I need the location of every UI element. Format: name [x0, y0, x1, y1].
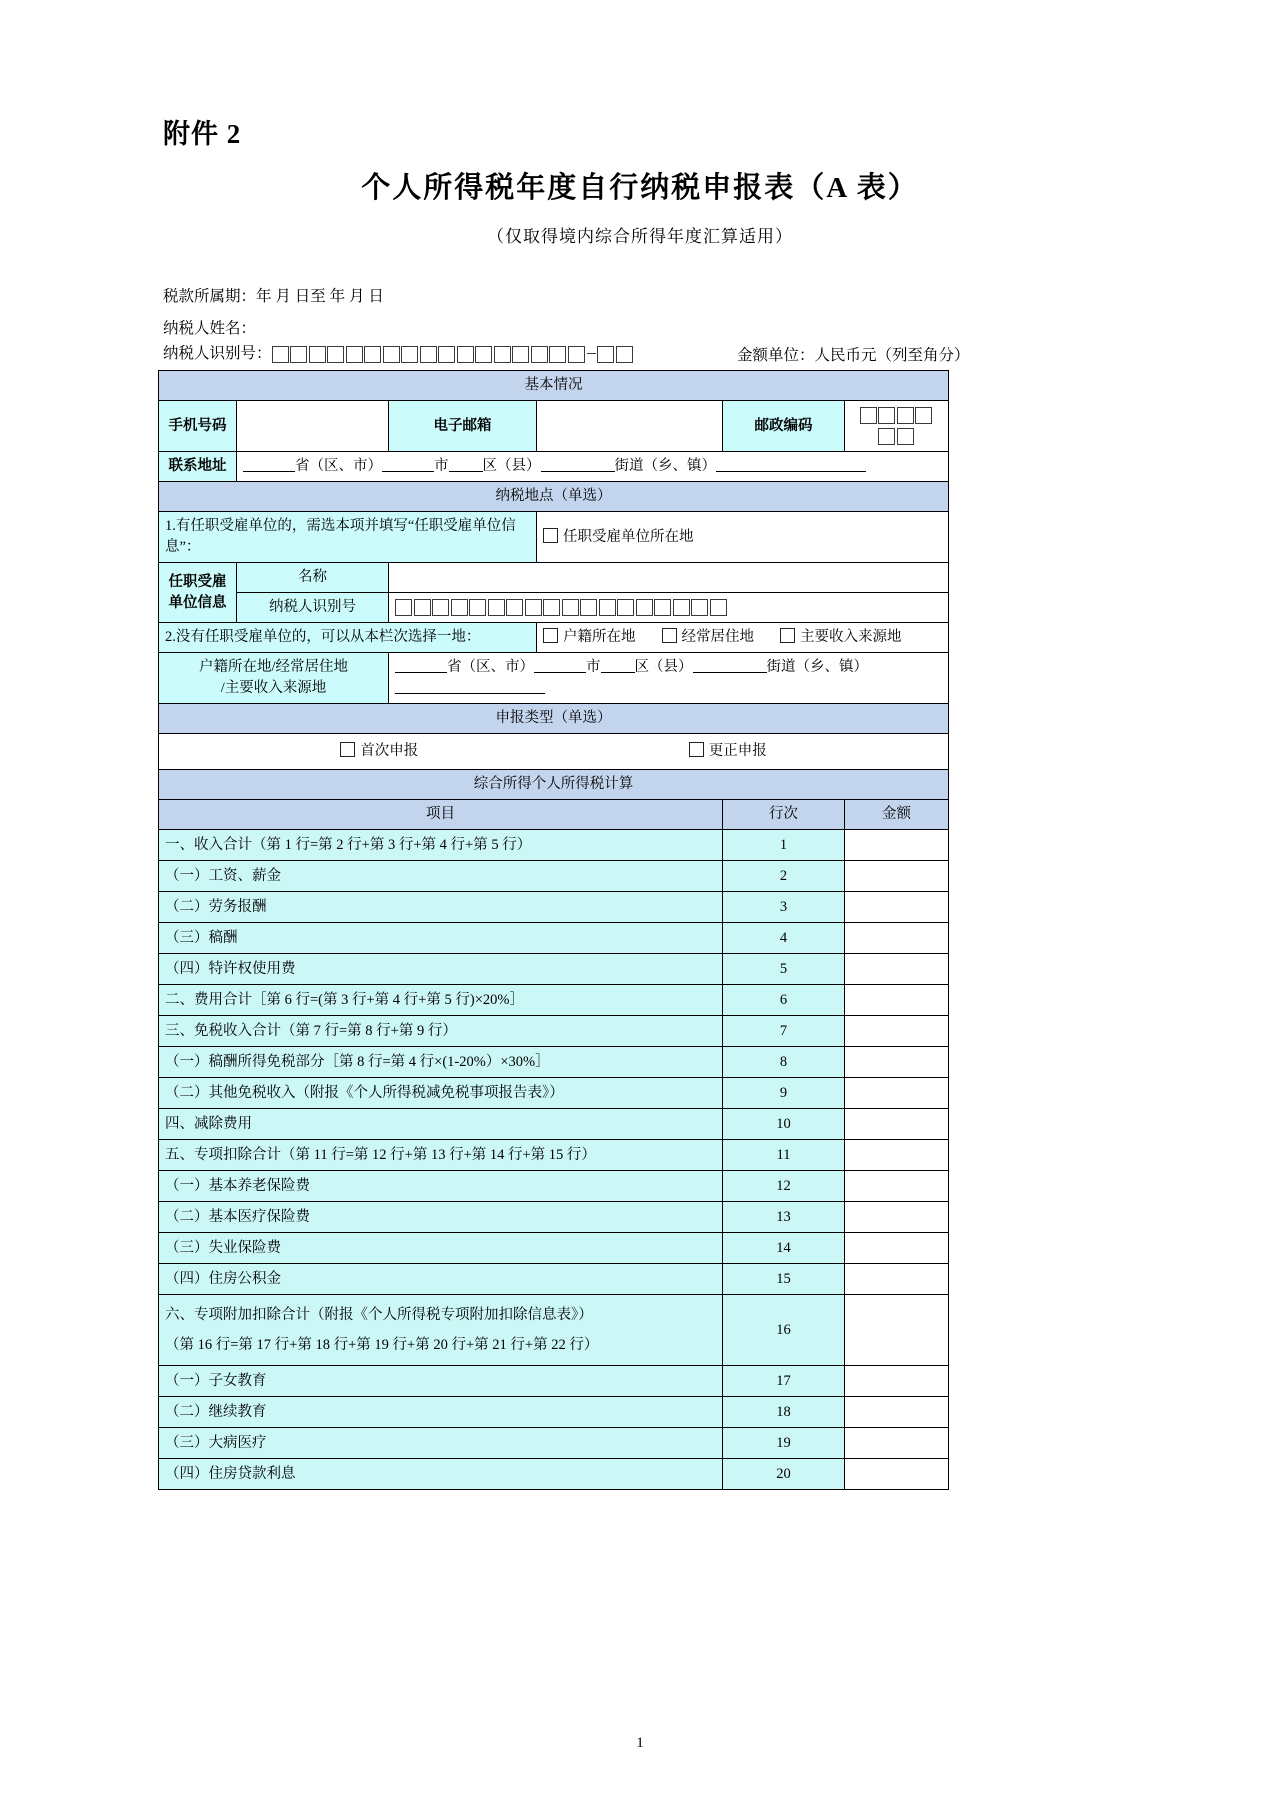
char-box[interactable] [438, 346, 455, 363]
char-box[interactable] [617, 599, 634, 616]
char-box[interactable] [414, 599, 431, 616]
table-row [159, 1202, 949, 1233]
char-box[interactable] [568, 346, 585, 363]
char-box[interactable] [549, 346, 566, 363]
row-item-label: （四）住房贷款利息 [159, 1459, 723, 1490]
table-row [159, 861, 949, 892]
address-label: 联系地址 [159, 452, 237, 482]
row-item-label [159, 1295, 723, 1366]
char-box[interactable] [616, 346, 633, 363]
row-item-label: （二）继续教育 [159, 1397, 723, 1428]
address-part-district: 区（县） [482, 458, 541, 475]
page-number: 1 [636, 1735, 644, 1751]
row-item-label: （一）子女教育 [159, 1366, 723, 1397]
row-amount-input[interactable] [845, 1233, 949, 1264]
char-box[interactable] [364, 346, 381, 363]
row-amount-input[interactable] [845, 1459, 949, 1490]
char-box[interactable] [420, 346, 437, 363]
char-box[interactable] [395, 599, 412, 616]
postal-code-boxes[interactable] [851, 405, 942, 447]
phone-input[interactable] [237, 401, 389, 452]
row-line-number: 18 [723, 1397, 845, 1428]
postal-code-boxes-cell[interactable] [845, 401, 949, 452]
row-amount-input[interactable] [845, 861, 949, 892]
char-box[interactable] [562, 599, 579, 616]
address-city-blank[interactable] [382, 457, 434, 472]
address-province-blank[interactable] [243, 457, 295, 472]
row-amount-input[interactable] [845, 1366, 949, 1397]
employer-name-input[interactable] [389, 563, 949, 593]
checkbox-household-registration-icon[interactable] [543, 628, 558, 643]
residence-label [159, 653, 389, 704]
residence-province-blank[interactable] [395, 658, 447, 673]
row-item-label: 二、费用合计［第 6 行=(第 3 行+第 4 行+第 5 行)×20%］ [159, 985, 723, 1016]
row-amount-input[interactable] [845, 985, 949, 1016]
employer-info-label-line2: 单位信息 [168, 594, 227, 611]
char-box[interactable] [457, 346, 474, 363]
declaration-type-options-row [159, 734, 949, 770]
row-amount-input[interactable] [845, 1140, 949, 1171]
row-line-number: 19 [723, 1428, 845, 1459]
residence-detail-blank[interactable] [395, 679, 545, 694]
table-row [159, 1171, 949, 1202]
char-box[interactable] [512, 346, 529, 363]
employer-name-row [159, 563, 949, 593]
page-subtitle: （仅取得境内综合所得年度汇算适用） [487, 227, 793, 246]
taxplace-option2-choices-cell[interactable] [537, 623, 949, 653]
employer-id-label: 纳税人识别号 [237, 593, 389, 623]
row-line-number: 7 [723, 1016, 845, 1047]
dash-separator [587, 353, 596, 354]
address-part-street: 街道（乡、镇） [614, 458, 716, 475]
char-box[interactable] [636, 599, 653, 616]
checkbox-amended-declaration-icon[interactable] [689, 742, 704, 757]
option-first-declaration-label: 首次申报 [360, 743, 419, 760]
address-part-city: 市 [434, 458, 449, 475]
option-first-declaration[interactable] [340, 741, 418, 762]
employer-id-boxes[interactable] [395, 597, 728, 618]
option-household-registration-label: 户籍所在地 [563, 629, 636, 646]
page-title: 个人所得税年度自行纳税申报表（A 表） [361, 172, 919, 204]
table-row [159, 1109, 949, 1140]
row-amount-input[interactable] [845, 1264, 949, 1295]
row-amount-input[interactable] [845, 1109, 949, 1140]
char-box[interactable] [346, 346, 363, 363]
address-detail-blank[interactable] [716, 457, 866, 472]
checkbox-employer-location-icon[interactable] [543, 528, 558, 543]
row-item-label: （二）基本医疗保险费 [159, 1202, 723, 1233]
char-box[interactable] [531, 346, 548, 363]
row-line-number: 14 [723, 1233, 845, 1264]
row-line-number: 4 [723, 923, 845, 954]
taxpayer-name-line [163, 316, 256, 338]
row-line-number: 17 [723, 1366, 845, 1397]
row-item-label: （三）失业保险费 [159, 1233, 723, 1264]
row-amount-input[interactable] [845, 1202, 949, 1233]
char-box[interactable] [383, 346, 400, 363]
table-row [159, 1397, 949, 1428]
address-street-blank[interactable] [541, 457, 615, 472]
row-item-line: 六、专项附加扣除合计（附报《个人所得税专项附加扣除信息表》） [165, 1306, 593, 1323]
char-box[interactable] [691, 599, 708, 616]
row-line-number: 8 [723, 1047, 845, 1078]
char-box[interactable] [272, 346, 289, 363]
tax-period-label: 税款所属期： [163, 288, 257, 305]
table-row [159, 1459, 949, 1490]
char-box[interactable] [469, 599, 486, 616]
taxplace-option2-text: 2.没有任职受雇单位的，可以从本栏次选择一地： [159, 623, 537, 653]
employer-id-boxes-cell[interactable] [389, 593, 949, 623]
taxplace-option1-choice-label: 任职受雇单位所在地 [563, 528, 694, 545]
char-box[interactable] [506, 599, 523, 616]
row-amount-input[interactable] [845, 1397, 949, 1428]
row-item-label: 四、减除费用 [159, 1109, 723, 1140]
row-line-number: 5 [723, 954, 845, 985]
residence-part-city: 市 [586, 659, 601, 676]
option-habitual-residence[interactable] [662, 627, 755, 648]
option-amended-declaration[interactable] [689, 741, 767, 762]
residence-address-row [159, 653, 949, 704]
char-box[interactable] [654, 599, 671, 616]
row-line-number: 1 [723, 830, 845, 861]
address-input[interactable] [237, 452, 949, 482]
char-box[interactable] [897, 428, 914, 445]
char-box[interactable] [915, 407, 932, 424]
row-line-number: 3 [723, 892, 845, 923]
taxpayer-id-boxes[interactable] [272, 345, 635, 363]
address-row [159, 452, 949, 482]
char-box[interactable] [860, 407, 877, 424]
row-item-label: （三）大病医疗 [159, 1428, 723, 1459]
section-tax-calc-header-row [159, 770, 949, 800]
section-tax-calc-title: 综合所得个人所得税计算 [159, 770, 949, 800]
row-item-label: 一、收入合计（第 1 行=第 2 行+第 3 行+第 4 行+第 5 行） [159, 830, 723, 861]
checkbox-habitual-residence-icon[interactable] [662, 628, 677, 643]
checkbox-main-income-source-icon[interactable] [780, 628, 795, 643]
section-basic-title: 基本情况 [159, 371, 949, 401]
table-row [159, 923, 949, 954]
table-row [159, 1047, 949, 1078]
declaration-type-options-cell[interactable] [159, 734, 949, 770]
row-item-label: （四）住房公积金 [159, 1264, 723, 1295]
employer-id-row [159, 593, 949, 623]
table-row [159, 1140, 949, 1171]
row-amount-input[interactable] [845, 1428, 949, 1459]
employer-info-label [159, 563, 237, 623]
taxplace-option1-row [159, 512, 949, 563]
char-box[interactable] [432, 599, 449, 616]
phone-label: 手机号码 [159, 401, 237, 452]
row-amount-input[interactable] [845, 830, 949, 861]
residence-part-district: 区（县） [634, 659, 693, 676]
address-district-blank[interactable] [449, 457, 483, 472]
column-header-line: 行次 [723, 800, 845, 830]
row-line-number: 13 [723, 1202, 845, 1233]
row-amount-input[interactable] [845, 892, 949, 923]
row-item-label: （一）工资、薪金 [159, 861, 723, 892]
row-item-label: （一）基本养老保险费 [159, 1171, 723, 1202]
row-line-number: 16 [723, 1295, 845, 1366]
tax-calc-column-header-row [159, 800, 949, 830]
char-box[interactable] [580, 599, 597, 616]
row-line-number: 2 [723, 861, 845, 892]
char-box[interactable] [309, 346, 326, 363]
row-amount-input[interactable] [845, 1016, 949, 1047]
row-item-label: （二）其他免税收入（附报《个人所得税减免税事项报告表》） [159, 1078, 723, 1109]
row-item-label: 三、免税收入合计（第 7 行=第 8 行+第 9 行） [159, 1016, 723, 1047]
email-input[interactable] [537, 401, 723, 452]
row-item-label: （二）劳务报酬 [159, 892, 723, 923]
residence-part-street: 街道（乡、镇） [766, 659, 868, 676]
row-amount-input[interactable] [845, 923, 949, 954]
char-box[interactable] [673, 599, 690, 616]
taxplace-option2-row [159, 623, 949, 653]
taxpayer-name-label: 纳税人姓名： [163, 320, 257, 337]
char-box[interactable] [525, 599, 542, 616]
section-taxplace-title: 纳税地点（单选） [159, 482, 949, 512]
row-line-number: 6 [723, 985, 845, 1016]
table-row [159, 1428, 949, 1459]
row-amount-input[interactable] [845, 1171, 949, 1202]
contact-row [159, 401, 949, 452]
taxpayer-id-label: 纳税人识别号： [163, 345, 272, 362]
char-box[interactable] [475, 346, 492, 363]
taxplace-option1-choice-cell[interactable] [537, 512, 949, 563]
row-item-label: 五、专项扣除合计（第 11 行=第 12 行+第 13 行+第 14 行+第 15 行） [159, 1140, 723, 1171]
char-box[interactable] [710, 599, 727, 616]
table-row [159, 892, 949, 923]
row-amount-input[interactable] [845, 1078, 949, 1109]
residence-label-line1: 户籍所在地/经常居住地 [198, 659, 349, 676]
row-line-number: 9 [723, 1078, 845, 1109]
row-amount-input[interactable] [845, 1047, 949, 1078]
tax-calc-rows-body [159, 830, 949, 1490]
employer-info-label-line1: 任职受雇 [168, 573, 227, 590]
residence-label-line2: /主要收入来源地 [220, 680, 327, 697]
residence-address-input[interactable] [389, 653, 949, 704]
char-box[interactable] [878, 428, 895, 445]
option-amended-declaration-label: 更正申报 [708, 743, 767, 760]
char-box[interactable] [878, 407, 895, 424]
char-box[interactable] [401, 346, 418, 363]
tax-period-value: 年 月 日至 年 月 日 [256, 288, 384, 305]
section-taxplace-header-row [159, 482, 949, 512]
row-line-number: 12 [723, 1171, 845, 1202]
char-box[interactable] [494, 346, 511, 363]
checkbox-first-declaration-icon[interactable] [340, 742, 355, 757]
section-basic-header-row [159, 371, 949, 401]
tax-period-line [163, 284, 384, 306]
char-box[interactable] [290, 346, 307, 363]
table-row [159, 1233, 949, 1264]
char-box[interactable] [327, 346, 344, 363]
table-row [159, 1295, 949, 1366]
column-header-amount: 金额 [845, 800, 949, 830]
row-amount-input[interactable] [845, 1295, 949, 1366]
row-line-number: 11 [723, 1140, 845, 1171]
table-row [159, 1366, 949, 1397]
attachment-label: 附件 2 [163, 119, 242, 149]
taxpayer-id-line [163, 341, 634, 363]
row-line-number: 15 [723, 1264, 845, 1295]
char-box[interactable] [543, 599, 560, 616]
column-header-item: 项目 [159, 800, 723, 830]
employer-name-label: 名称 [237, 563, 389, 593]
char-box[interactable] [488, 599, 505, 616]
char-box[interactable] [599, 599, 616, 616]
currency-unit-note: 金额单位：人民币元（列至角分） [737, 347, 970, 364]
declaration-form-table [158, 370, 949, 1490]
char-box[interactable] [897, 407, 914, 424]
row-item-label: （三）稿酬 [159, 923, 723, 954]
row-line-number: 10 [723, 1109, 845, 1140]
section-declaration-type-title: 申报类型（单选） [159, 704, 949, 734]
char-box[interactable] [451, 599, 468, 616]
table-row [159, 830, 949, 861]
table-row [159, 1264, 949, 1295]
table-row [159, 985, 949, 1016]
section-declaration-type-header-row [159, 704, 949, 734]
char-box[interactable] [597, 346, 614, 363]
postal-code-label: 邮政编码 [723, 401, 845, 452]
residence-district-blank[interactable] [601, 658, 635, 673]
residence-city-blank[interactable] [534, 658, 586, 673]
residence-street-blank[interactable] [693, 658, 767, 673]
table-row [159, 1016, 949, 1047]
residence-part-province: 省（区、市） [447, 659, 534, 676]
row-item-label: （一）稿酬所得免税部分［第 8 行=第 4 行×(1-20%）×30%］ [159, 1047, 723, 1078]
option-habitual-residence-label: 经常居住地 [681, 629, 754, 646]
row-line-number: 20 [723, 1459, 845, 1490]
taxplace-option1-text: 1.有任职受雇单位的，需选本项并填写“任职受雇单位信息”： [159, 512, 537, 563]
option-main-income-source[interactable] [780, 627, 902, 648]
option-household-registration[interactable] [543, 627, 636, 648]
address-part-province: 省（区、市） [295, 458, 382, 475]
email-label: 电子邮箱 [389, 401, 537, 452]
table-row [159, 1078, 949, 1109]
option-main-income-source-label: 主要收入来源地 [800, 629, 902, 646]
row-item-line: （第 16 行=第 17 行+第 18 行+第 19 行+第 20 行+第 21 行+第 22 行） [165, 1337, 599, 1354]
table-row [159, 954, 949, 985]
row-amount-input[interactable] [845, 954, 949, 985]
row-item-label: （四）特许权使用费 [159, 954, 723, 985]
